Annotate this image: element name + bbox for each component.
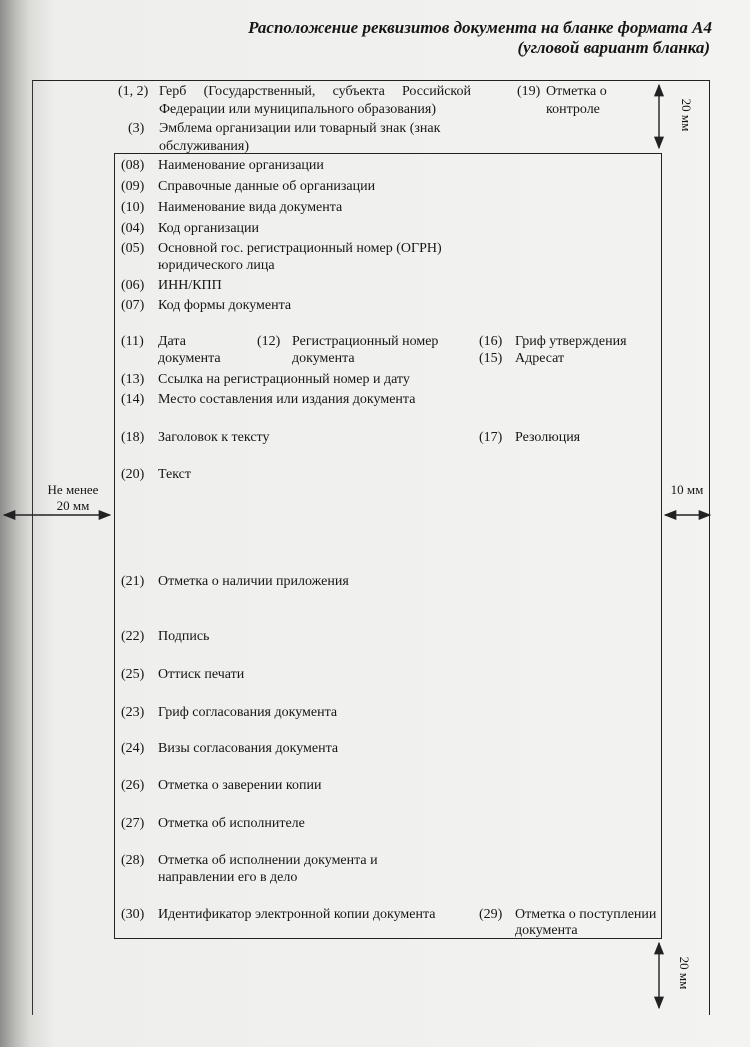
item-11-text-line1: Дата [158, 334, 186, 349]
item-27-number: (27) [121, 816, 145, 831]
item-13-number: (13) [121, 372, 145, 387]
item-08-number: (08) [121, 158, 145, 173]
item-29-text-line1: Отметка о поступлении [515, 907, 657, 922]
item-05-number: (05) [121, 241, 145, 256]
item-24-number: (24) [121, 741, 145, 756]
item-17-text: Резолюция [515, 430, 581, 445]
control-number: (19) [517, 84, 541, 99]
item-22-number: (22) [121, 629, 145, 644]
item-06-text: ИНН/КПП [158, 278, 222, 293]
page-subtitle: (угловой вариант бланка) [517, 38, 710, 57]
item-25-text: Оттиск печати [158, 667, 245, 682]
item-22-text: Подпись [158, 629, 210, 644]
item-21-number: (21) [121, 574, 145, 589]
item-18-text: Заголовок к тексту [158, 430, 270, 445]
emblem-text: Эмблема организации или товарный знак (знак обслуживания) [159, 121, 441, 154]
left-margin-label-line2: 20 мм [56, 498, 90, 513]
right-margin-label: 10 мм [670, 482, 704, 497]
item-12-text-line1: Регистрационный номер [292, 334, 439, 349]
top-margin-label: 20 мм [679, 98, 694, 132]
item-13-text: Ссылка на регистрационный номер и дату [158, 372, 410, 387]
item-17-number: (17) [479, 430, 503, 445]
item-07-text: Код формы документа [158, 298, 292, 313]
item-15-number: (15) [479, 351, 503, 366]
item-26-number: (26) [121, 778, 145, 793]
item-11-number: (11) [121, 334, 144, 349]
item-25-number: (25) [121, 667, 145, 682]
item-23-text: Гриф согласования документа [158, 705, 338, 720]
item-05-text-line2: юридического лица [158, 258, 275, 273]
bottom-margin-label: 20 мм [677, 956, 692, 990]
gerb-number: (1, 2) [118, 84, 149, 99]
item-15-text: Адресат [515, 351, 565, 366]
item-07-number: (07) [121, 298, 145, 313]
control-text-line1: Отметка о [546, 84, 607, 99]
item-20-text: Текст [158, 467, 192, 482]
page-title: Расположение реквизитов документа на бланке формата А4 [248, 18, 712, 37]
item-16-number: (16) [479, 334, 503, 349]
item-09-text: Справочные данные об организации [158, 179, 376, 194]
item-29-number: (29) [479, 907, 503, 922]
item-29-text-line2: документа [515, 923, 578, 938]
item-11-text-line2: документа [158, 351, 221, 366]
emblem-number: (3) [128, 121, 145, 136]
item-26-text: Отметка о заверении копии [158, 778, 322, 793]
item-28-text-line2: направлении его в дело [158, 870, 298, 885]
control-text-line2: контроле [546, 102, 600, 117]
item-16-text: Гриф утверждения [515, 334, 627, 349]
item-28-number: (28) [121, 853, 145, 868]
item-08-text: Наименование организации [158, 158, 324, 173]
item-10-number: (10) [121, 200, 145, 215]
item-12-text-line2: документа [292, 351, 355, 366]
item-09-number: (09) [121, 179, 145, 194]
item-21-text: Отметка о наличии приложения [158, 574, 349, 589]
item-24-text: Визы согласования документа [158, 741, 339, 756]
item-05-text-line1: Основной гос. регистрационный номер (ОГРН) [158, 241, 442, 256]
item-30-number: (30) [121, 907, 145, 922]
item-27-text: Отметка об исполнителе [158, 816, 305, 831]
item-30-text: Идентификатор электронной копии документа [158, 907, 436, 922]
left-margin-label-line1: Не менее [47, 482, 99, 497]
item-28-text-line1: Отметка об исполнении документа и [158, 853, 378, 868]
item-12-number: (12) [257, 334, 281, 349]
item-18-number: (18) [121, 430, 145, 445]
gerb-text: Герб (Государственный, субъекта Российской Федерации или муниципального образования) [159, 84, 471, 117]
item-04-text: Код организации [158, 221, 260, 236]
item-14-text: Место составления или издания документа [158, 392, 416, 407]
item-20-number: (20) [121, 467, 145, 482]
item-06-number: (06) [121, 278, 145, 293]
item-23-number: (23) [121, 705, 145, 720]
item-10-text: Наименование вида документа [158, 200, 343, 215]
item-04-number: (04) [121, 221, 145, 236]
item-14-number: (14) [121, 392, 145, 407]
